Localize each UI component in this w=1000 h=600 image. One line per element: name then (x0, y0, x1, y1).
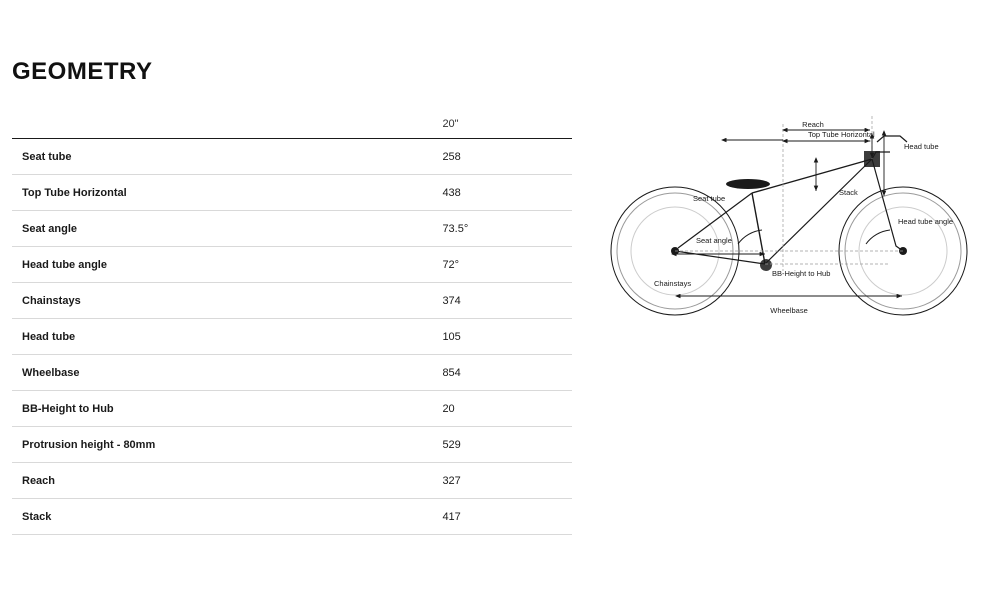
table-row (12, 247, 572, 283)
table-row (12, 355, 572, 391)
label-chainstays: Chainstays (654, 279, 692, 288)
label-seat-angle: Seat angle (696, 236, 732, 245)
row-value-bb-height-to-hub: 20 (440, 391, 572, 427)
table-row (12, 175, 572, 211)
table-row (12, 211, 572, 247)
row-label-head-tube-angle: Head tube angle (12, 247, 440, 283)
table-body (12, 139, 572, 535)
row-label-seat-angle: Seat angle (12, 211, 440, 247)
row-value-protrusion-height: 529 (440, 427, 572, 463)
table-row (12, 427, 572, 463)
saddle-icon (726, 179, 770, 189)
label-head-tube-angle: Head tube angle (898, 217, 954, 226)
label-head-tube: Head tube (904, 142, 939, 151)
label-top-tube-horizontal: Top Tube Horizontal (808, 130, 875, 139)
row-value-head-tube-angle: 72° (440, 247, 572, 283)
label-stack: Stack (839, 188, 858, 197)
label-bb-height-to-hub: BB-Height to Hub (772, 269, 831, 278)
row-label-chainstays: Chainstays (12, 283, 440, 319)
row-label-reach: Reach (12, 463, 440, 499)
label-wheelbase: Wheelbase (770, 306, 808, 315)
row-label-stack: Stack (12, 499, 440, 535)
bottom-bracket-shape (760, 259, 772, 271)
column-header-measure (12, 114, 440, 139)
bike-geometry-diagram (600, 96, 992, 346)
column-header-size-20: 20" (440, 114, 572, 139)
table-row (12, 499, 572, 535)
row-label-top-tube-horizontal: Top Tube Horizontal (12, 175, 440, 211)
label-reach: Reach (802, 120, 824, 129)
row-value-top-tube-horizontal: 438 (440, 175, 572, 211)
table-row (12, 283, 572, 319)
row-label-wheelbase: Wheelbase (12, 355, 440, 391)
table-row (12, 463, 572, 499)
table-row (12, 391, 572, 427)
table-header (12, 114, 572, 139)
table-row (12, 319, 572, 355)
row-value-reach: 327 (440, 463, 572, 499)
row-value-chainstays: 374 (440, 283, 572, 319)
row-value-seat-tube: 258 (440, 139, 572, 175)
table-row (12, 139, 572, 175)
row-value-head-tube: 105 (440, 319, 572, 355)
page-title: GEOMETRY (12, 58, 153, 85)
row-value-stack: 417 (440, 499, 572, 535)
row-label-bb-height-to-hub: BB-Height to Hub (12, 391, 440, 427)
geometry-table (12, 114, 572, 535)
row-label-head-tube: Head tube (12, 319, 440, 355)
row-label-seat-tube: Seat tube (12, 139, 440, 175)
row-label-protrusion-height: Protrusion height - 80mm (12, 427, 440, 463)
label-seat-tube: Seat tube (693, 194, 726, 203)
table-header-row (12, 114, 572, 139)
row-value-seat-angle: 73.5° (440, 211, 572, 247)
row-value-wheelbase: 854 (440, 355, 572, 391)
